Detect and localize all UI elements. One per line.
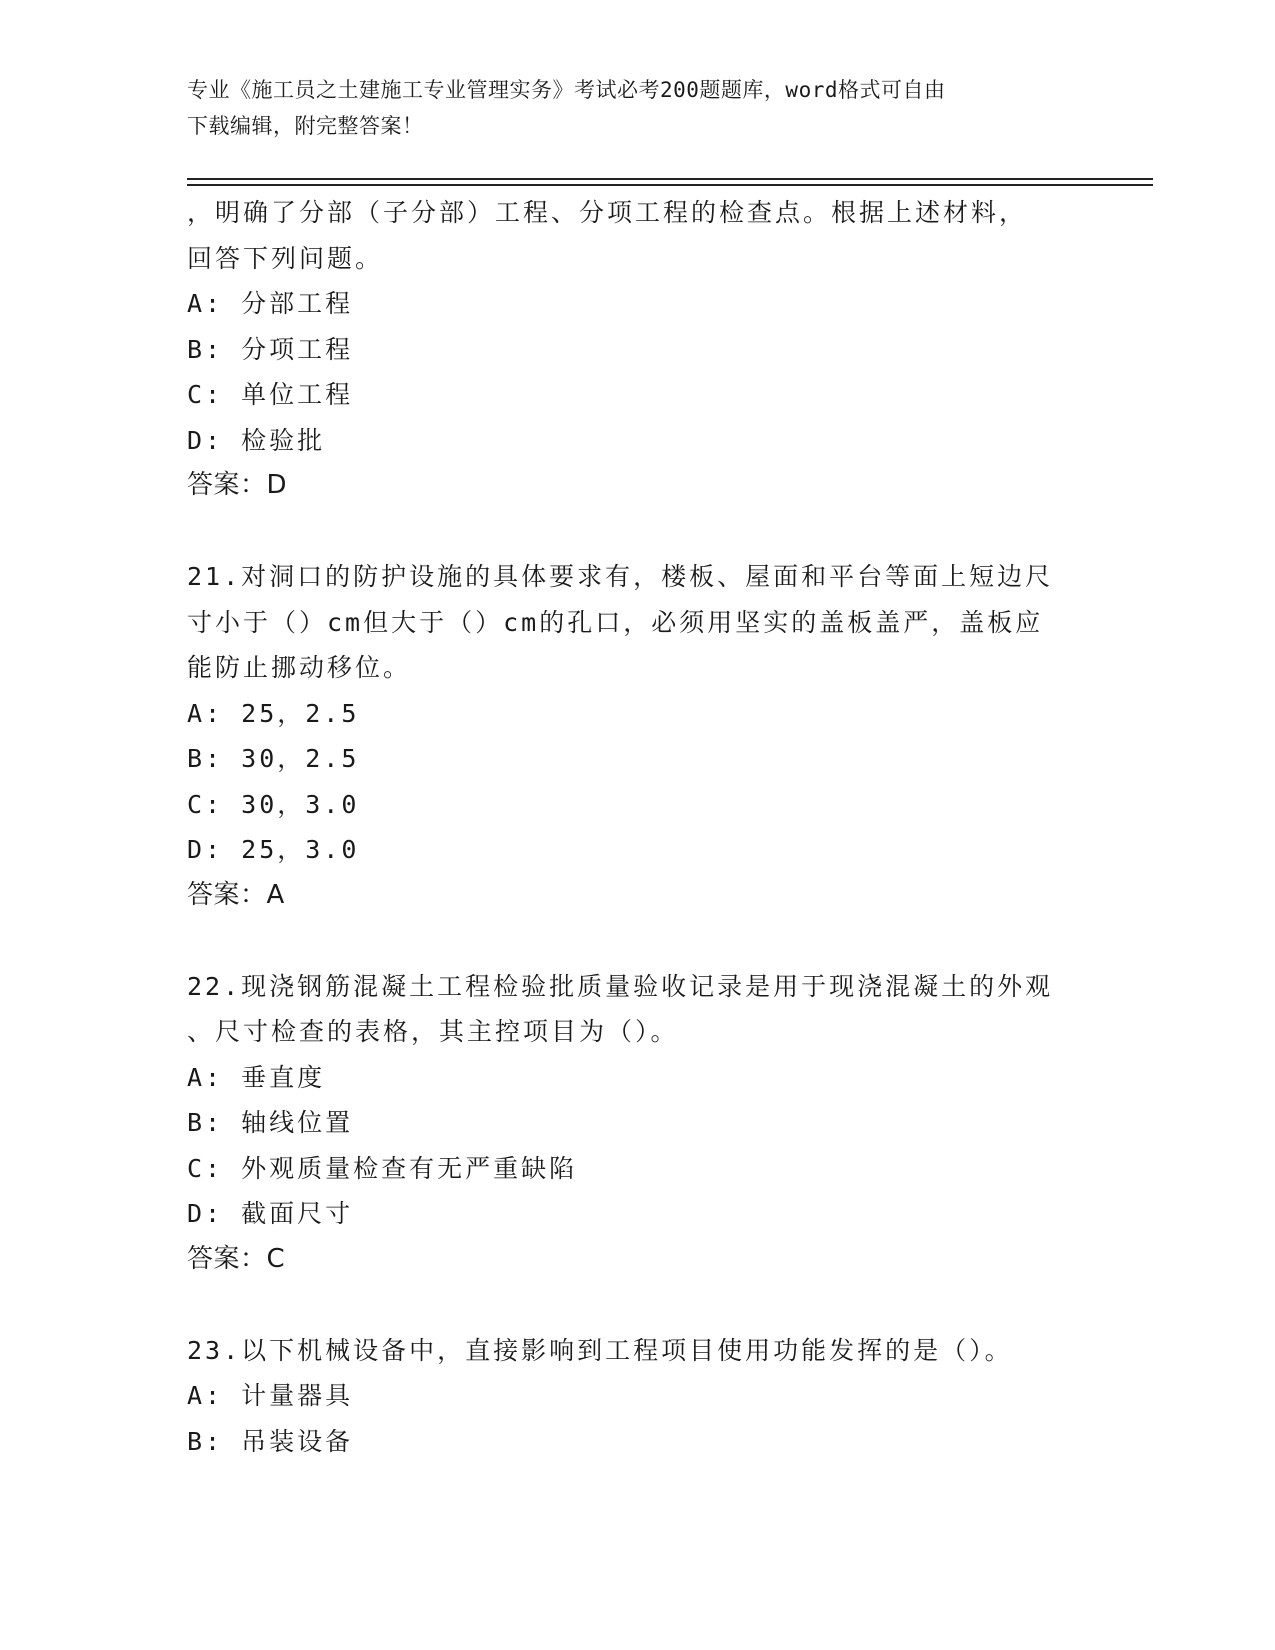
header-line-1: 专业《施工员之土建施工专业管理实务》考试必考200题题库，word格式可自由 (187, 78, 946, 102)
option-c: C: 30，3.0 (187, 789, 360, 819)
question-text-line: 21.对洞口的防护设施的具体要求有，楼板、屋面和平台等面上短边尺 (187, 562, 1054, 591)
answer-line: 答案：D (187, 470, 288, 500)
question-22 (187, 964, 1087, 1283)
question-23 (187, 1328, 1087, 1465)
option-a: A: 25，2.5 (187, 698, 360, 728)
header-divider-top (187, 178, 1153, 180)
answer-line: 答案：C (187, 1243, 286, 1274)
option-c: C: 外观质量检查有无严重缺陷 (187, 1153, 578, 1183)
question-text-line: 回答下列问题。 (187, 243, 384, 273)
question-text-line: 、尺寸检查的表格，其主控项目为（）。 (187, 1017, 679, 1046)
question-text-line: 22.现浇钢筋混凝土工程检验批质量验收记录是用于现浇混凝土的外观 (187, 971, 1054, 1001)
option-d: D: 检验批 (187, 425, 326, 455)
option-d: D: 25，3.0 (187, 835, 360, 864)
header-divider-bottom (187, 184, 1153, 186)
question-fragment (187, 190, 1087, 509)
option-a: A: 计量器具 (187, 1381, 354, 1410)
question-text-line: 23.以下机械设备中，直接影响到工程项目使用功能发挥的是（）。 (187, 1335, 1013, 1365)
question-spacer (187, 1282, 1087, 1328)
option-b: B: 分项工程 (187, 334, 354, 364)
question-21 (187, 554, 1087, 918)
option-d: D: 截面尺寸 (187, 1199, 354, 1228)
header-line-2: 下载编辑，附完整答案！ (187, 114, 424, 138)
question-content (187, 190, 1087, 1464)
option-b: B: 30，2.5 (187, 744, 360, 773)
option-b: B: 吊装设备 (187, 1426, 354, 1456)
document-header (187, 72, 1067, 144)
option-a: A: 垂直度 (187, 1062, 326, 1092)
option-a: A: 分部工程 (187, 289, 354, 318)
answer-line: 答案：A (187, 879, 285, 910)
question-text-line: 能防止挪动移位。 (187, 653, 412, 682)
question-text-line: ，明确了分部（子分部）工程、分项工程的检查点。根据上述材料， (187, 198, 1028, 227)
question-text-line: 寸小于（）cm但大于（）cm的孔口，必须用坚实的盖板盖严，盖板应 (187, 607, 1044, 637)
option-b: B: 轴线位置 (187, 1108, 354, 1137)
question-spacer (187, 918, 1087, 964)
question-spacer (187, 509, 1087, 555)
option-c: C: 单位工程 (187, 380, 354, 409)
